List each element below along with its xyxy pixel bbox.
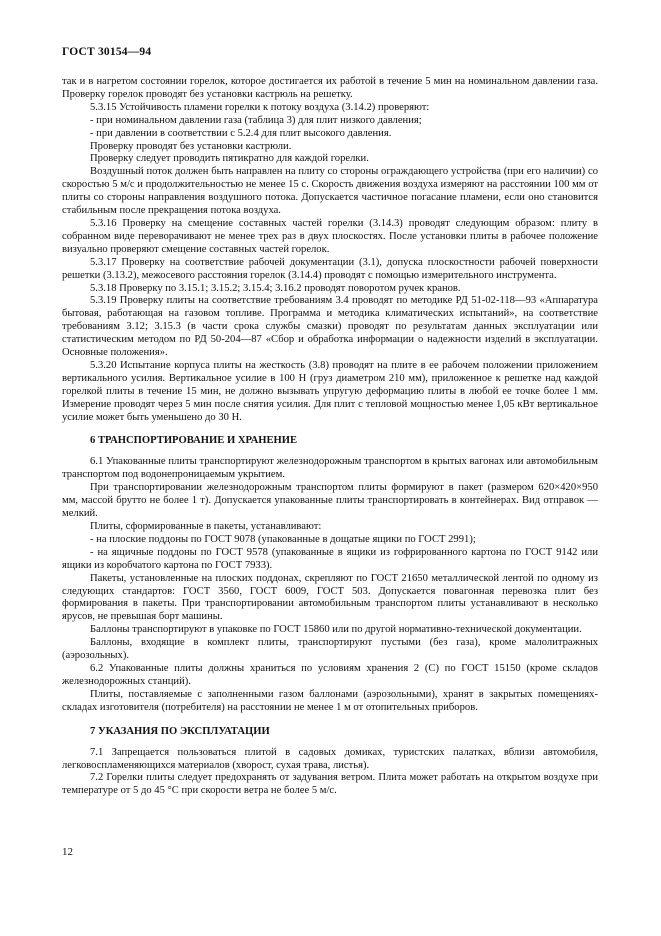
paragraph: При транспортировании железнодорожным транспортом плиты формируют в пакет (размером 620×420×950 мм, массой брутто не более 1 т). Допускается упакованные плиты транспортировать в контейнерах. Вид отправок — мелкий. bbox=[62, 482, 598, 520]
paragraph: 5.3.18 Проверку по 3.15.1; 3.15.2; 3.15.4; 3.16.2 проводят поворотом ручек кранов. bbox=[90, 282, 461, 294]
paragraph: 7.2 Горелки плиты следует предохранять от задувания ветром. Плита может работать на открытом воздухе при температуре от 5 до 45 °С при скорости ветра не более 5 м/с. bbox=[62, 772, 598, 797]
paragraph: Баллоны, входящие в комплект плиты, транспортируют пустыми (без газа), кроме малолитражных (аэрозольных). bbox=[62, 637, 598, 662]
paragraph: Проверку проводят без установки кастрюли. bbox=[90, 140, 292, 152]
section-heading: 6 ТРАНСПОРТИРОВАНИЕ И ХРАНЕНИЕ bbox=[90, 435, 298, 447]
paragraph: 5.3.20 Испытание корпуса плиты на жесткость (3.8) проводят на плите в ее рабочем положении приложением вертикального усилия. Вертикальное усилие в 100 Н (груз диаметром 210 мм), приложенное к решетке над каждой горелкой плиты в течение 15 мин, не должно вызывать упругую деформацию плиты в любой ее точке более 1 мм. Измерение проводят через 5 мин после снятия усилия. Для плит с тепловой мощностью менее 1,05 кВт вертикальное усилие может быть уменьшено до 30 Н. bbox=[62, 359, 598, 423]
paragraph: Воздушный поток должен быть направлен на плиту со стороны ограждающего устройства (при его наличии) со скоростью 5 м/с и продолжительностью не менее 15 с. Скорость движения воздуха измеряют на расстоянии 100 мм от плиты со стороны направления воздушного потока. Допускается частичное погасание пламени, если оно становится стабильным после прекращения потока воздуха. bbox=[62, 166, 598, 217]
paragraph: Проверку следует проводить пятикратно для каждой горелки. bbox=[90, 153, 369, 165]
paragraph: Баллоны транспортируют в упаковке по ГОСТ 15860 или по другой нормативно-технической документации. bbox=[90, 624, 582, 636]
section-heading: 7 УКАЗАНИЯ ПО ЭКСПЛУАТАЦИИ bbox=[90, 725, 270, 737]
paragraph: 7.1 Запрещается пользоваться плитой в садовых домиках, туристских палатках, вблизи автомобиля, легковоспламеняющихся материалов (хворост, сухая трава, листья). bbox=[62, 746, 598, 771]
paragraph: 5.3.17 Проверку на соответствие рабочей документации (3.1), допуска плоскостности рабочей поверхности решетки (3.13.2), межосевого расстояния горелок (3.14.4) проводят с помощью измерительного инструмента. bbox=[62, 256, 598, 281]
paragraph: 6.2 Упакованные плиты должны храниться по условиям хранения 2 (С) по ГОСТ 15150 (кроме складов железнодорожных станций). bbox=[62, 662, 598, 687]
list-item: - при номинальном давлении газа (таблица 3) для плит низкого давления; bbox=[90, 114, 422, 126]
paragraph: Плиты, поставляемые с заполненными газом баллонами (аэрозольными), хранят в закрытых помещениях-складах изготовителя (потребителя) на расстоянии не менее 1 м от отопительных приборов. bbox=[62, 688, 598, 713]
paragraph: 6.1 Упакованные плиты транспортируют железнодорожным транспортом в крытых вагонах или автомобильным транспортом под водонепроницаемым укрытием. bbox=[62, 456, 598, 481]
page-number: 12 bbox=[62, 846, 73, 858]
paragraph: - на ящичные поддоны по ГОСТ 9578 (упакованные в ящики из гофрированного картона по ГОСТ 9142 или ящики из коробчатого картона по ГОСТ 7933). bbox=[62, 546, 598, 571]
list-item: - на плоские поддоны по ГОСТ 9078 (упакованные в дощатые ящики по ГОСТ 2991); bbox=[90, 533, 476, 545]
paragraph: 5.3.16 Проверку на смещение составных частей горелки (3.14.3) проводят следующим образом: плиту в собранном виде переворачивают не менее трех раз в двух плоскостях. После установки плиты в рабочее положение визуально проверяют смещение составных частей горелок. bbox=[62, 217, 598, 255]
paragraph: 5.3.15 Устойчивость пламени горелки к потоку воздуха (3.14.2) проверяют: bbox=[90, 101, 430, 113]
paragraph: Плиты, сформированные в пакеты, устанавливают: bbox=[90, 521, 322, 532]
list-item: - при давлении в соответствии с 5.2.4 для плит высокого давления. bbox=[90, 127, 392, 139]
paragraph: 5.3.19 Проверку плиты на соответствие требованиям 3.4 проводят по методике РД 51-02-118—93 «Аппаратура бытовая, работающая на газовом топливе. Программа и методика климатических испытаний», на соответствие требованиям 3.12; 3.15.3 (в части срока службы смазки) проводят по результатам данных эксплуатации или статистическим методом по РД 50-204—87 «Сбор и обработка информации о надежности изделий в эксплуатации. Основные положения». bbox=[62, 295, 598, 359]
document-header: ГОСТ 30154—94 bbox=[62, 46, 152, 58]
paragraph: так и в нагретом состоянии горелок, которое достигается их работой в течение 5 мин на номинальном давлении газа. Проверку горелок проводят без установки кастрюль на решетку. bbox=[62, 76, 598, 100]
document-body bbox=[62, 76, 598, 798]
paragraph: Пакеты, установленные на плоских поддонах, скрепляют по ГОСТ 21650 металлической лентой по одному из следующих стандартов: ГОСТ 3560, ГОСТ 6009, ГОСТ 503. Допускается повагонная перевозка плит без формирования в пакеты. При транспортировании автомобильным транспортом плиты устанавливают в несколько ярусов, не превышая борт машины. bbox=[62, 572, 598, 623]
